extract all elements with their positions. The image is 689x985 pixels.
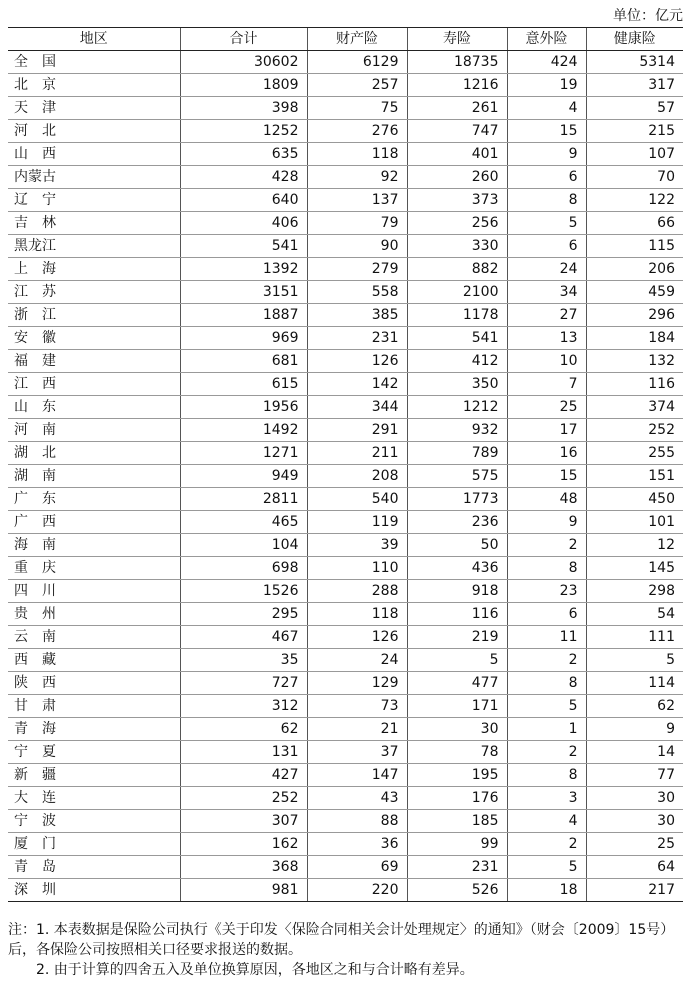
cell-accident: 5	[507, 856, 586, 879]
cell-property: 73	[307, 695, 407, 718]
table-row	[8, 304, 683, 327]
table-row	[8, 189, 683, 212]
cell-total: 1271	[180, 442, 307, 465]
cell-health: 450	[586, 488, 683, 511]
cell-property: 220	[307, 879, 407, 902]
cell-health: 5314	[586, 51, 683, 74]
footnote-1: 注：1. 本表数据是保险公司执行《关于印发〈保险合同相关会计处理规定〉的通知》（财会〔2009〕15号）后，各保险公司按照相关口径要求报送的数据。	[8, 922, 675, 958]
cell-health: 25	[586, 833, 683, 856]
cell-life: 256	[407, 212, 507, 235]
cell-region: 黑龙江	[8, 235, 180, 258]
cell-total: 2811	[180, 488, 307, 511]
cell-total: 252	[180, 787, 307, 810]
cell-region: 江 苏	[8, 281, 180, 304]
cell-region: 山 东	[8, 396, 180, 419]
cell-region: 山 西	[8, 143, 180, 166]
cell-total: 295	[180, 603, 307, 626]
cell-total: 62	[180, 718, 307, 741]
cell-accident: 34	[507, 281, 586, 304]
cell-accident: 19	[507, 74, 586, 97]
cell-property: 43	[307, 787, 407, 810]
cell-property: 385	[307, 304, 407, 327]
cell-property: 208	[307, 465, 407, 488]
header-property-insurance: 财产险	[307, 28, 407, 51]
cell-total: 3151	[180, 281, 307, 304]
table-row	[8, 212, 683, 235]
cell-health: 54	[586, 603, 683, 626]
cell-property: 118	[307, 143, 407, 166]
header-region: 地区	[8, 28, 180, 51]
cell-accident: 13	[507, 327, 586, 350]
cell-accident: 11	[507, 626, 586, 649]
cell-property: 24	[307, 649, 407, 672]
cell-accident: 7	[507, 373, 586, 396]
cell-total: 465	[180, 511, 307, 534]
cell-health: 122	[586, 189, 683, 212]
cell-total: 727	[180, 672, 307, 695]
cell-life: 1773	[407, 488, 507, 511]
cell-life: 1216	[407, 74, 507, 97]
table-row	[8, 833, 683, 856]
table-row	[8, 695, 683, 718]
cell-life: 1212	[407, 396, 507, 419]
cell-health: 116	[586, 373, 683, 396]
cell-property: 126	[307, 350, 407, 373]
cell-health: 252	[586, 419, 683, 442]
table-row	[8, 235, 683, 258]
table-row	[8, 557, 683, 580]
cell-total: 969	[180, 327, 307, 350]
cell-health: 459	[586, 281, 683, 304]
cell-region: 福 建	[8, 350, 180, 373]
cell-health: 77	[586, 764, 683, 787]
cell-accident: 4	[507, 97, 586, 120]
table-row	[8, 787, 683, 810]
cell-region: 吉 林	[8, 212, 180, 235]
cell-region: 青 海	[8, 718, 180, 741]
cell-region: 宁 夏	[8, 741, 180, 764]
cell-life: 541	[407, 327, 507, 350]
table-row	[8, 511, 683, 534]
cell-property: 75	[307, 97, 407, 120]
cell-accident: 5	[507, 212, 586, 235]
table-row	[8, 327, 683, 350]
footnotes	[8, 920, 683, 980]
cell-region: 广 西	[8, 511, 180, 534]
cell-region: 甘 肃	[8, 695, 180, 718]
cell-life: 236	[407, 511, 507, 534]
cell-accident: 4	[507, 810, 586, 833]
table-row	[8, 626, 683, 649]
cell-property: 79	[307, 212, 407, 235]
cell-accident: 9	[507, 143, 586, 166]
cell-accident: 8	[507, 672, 586, 695]
cell-health: 70	[586, 166, 683, 189]
cell-health: 114	[586, 672, 683, 695]
cell-accident: 6	[507, 235, 586, 258]
cell-region: 厦 门	[8, 833, 180, 856]
table-row	[8, 879, 683, 902]
cell-life: 477	[407, 672, 507, 695]
cell-total: 162	[180, 833, 307, 856]
cell-property: 126	[307, 626, 407, 649]
table-row	[8, 810, 683, 833]
cell-total: 104	[180, 534, 307, 557]
cell-property: 137	[307, 189, 407, 212]
cell-accident: 27	[507, 304, 586, 327]
cell-region: 云 南	[8, 626, 180, 649]
cell-accident: 5	[507, 695, 586, 718]
cell-accident: 8	[507, 764, 586, 787]
cell-life: 176	[407, 787, 507, 810]
table-row	[8, 51, 683, 74]
cell-accident: 24	[507, 258, 586, 281]
cell-life: 436	[407, 557, 507, 580]
cell-life: 171	[407, 695, 507, 718]
cell-life: 330	[407, 235, 507, 258]
table-body	[8, 51, 683, 902]
cell-total: 541	[180, 235, 307, 258]
header-health-insurance: 健康险	[586, 28, 683, 51]
cell-total: 681	[180, 350, 307, 373]
cell-property: 92	[307, 166, 407, 189]
cell-region: 湖 南	[8, 465, 180, 488]
cell-life: 261	[407, 97, 507, 120]
cell-accident: 9	[507, 511, 586, 534]
cell-total: 949	[180, 465, 307, 488]
cell-total: 698	[180, 557, 307, 580]
cell-health: 145	[586, 557, 683, 580]
cell-property: 558	[307, 281, 407, 304]
cell-total: 307	[180, 810, 307, 833]
cell-life: 260	[407, 166, 507, 189]
cell-total: 1252	[180, 120, 307, 143]
cell-life: 526	[407, 879, 507, 902]
cell-accident: 18	[507, 879, 586, 902]
cell-region: 青 岛	[8, 856, 180, 879]
cell-region: 贵 州	[8, 603, 180, 626]
cell-region: 海 南	[8, 534, 180, 557]
cell-life: 932	[407, 419, 507, 442]
cell-region: 安 徽	[8, 327, 180, 350]
cell-total: 1392	[180, 258, 307, 281]
cell-region: 浙 江	[8, 304, 180, 327]
cell-total: 427	[180, 764, 307, 787]
cell-health: 184	[586, 327, 683, 350]
cell-region: 天 津	[8, 97, 180, 120]
cell-property: 39	[307, 534, 407, 557]
cell-health: 111	[586, 626, 683, 649]
cell-life: 373	[407, 189, 507, 212]
cell-total: 467	[180, 626, 307, 649]
table-row	[8, 534, 683, 557]
cell-total: 368	[180, 856, 307, 879]
cell-property: 37	[307, 741, 407, 764]
cell-total: 615	[180, 373, 307, 396]
cell-property: 118	[307, 603, 407, 626]
cell-property: 69	[307, 856, 407, 879]
cell-life: 401	[407, 143, 507, 166]
cell-accident: 2	[507, 741, 586, 764]
cell-life: 1178	[407, 304, 507, 327]
cell-region: 北 京	[8, 74, 180, 97]
cell-life: 789	[407, 442, 507, 465]
cell-property: 231	[307, 327, 407, 350]
table-row	[8, 442, 683, 465]
cell-health: 66	[586, 212, 683, 235]
cell-total: 406	[180, 212, 307, 235]
cell-region: 湖 北	[8, 442, 180, 465]
cell-property: 119	[307, 511, 407, 534]
cell-property: 110	[307, 557, 407, 580]
cell-accident: 25	[507, 396, 586, 419]
cell-property: 21	[307, 718, 407, 741]
cell-health: 64	[586, 856, 683, 879]
footnote-2: 2. 由于计算的四舍五入及单位换算原因，各地区之和与合计略有差异。	[36, 962, 474, 978]
cell-total: 1492	[180, 419, 307, 442]
cell-region: 西 藏	[8, 649, 180, 672]
cell-region: 重 庆	[8, 557, 180, 580]
cell-life: 575	[407, 465, 507, 488]
cell-accident: 2	[507, 833, 586, 856]
table-row	[8, 120, 683, 143]
cell-total: 635	[180, 143, 307, 166]
cell-health: 298	[586, 580, 683, 603]
cell-total: 1809	[180, 74, 307, 97]
cell-region: 大 连	[8, 787, 180, 810]
cell-region: 上 海	[8, 258, 180, 281]
table-row	[8, 97, 683, 120]
cell-property: 36	[307, 833, 407, 856]
cell-accident: 424	[507, 51, 586, 74]
cell-region: 江 西	[8, 373, 180, 396]
cell-region: 深 圳	[8, 879, 180, 902]
cell-life: 195	[407, 764, 507, 787]
header-total: 合计	[180, 28, 307, 51]
table-row	[8, 580, 683, 603]
table-row	[8, 166, 683, 189]
cell-region: 陕 西	[8, 672, 180, 695]
cell-accident: 3	[507, 787, 586, 810]
cell-total: 428	[180, 166, 307, 189]
cell-region: 四 川	[8, 580, 180, 603]
cell-total: 398	[180, 97, 307, 120]
table-row	[8, 649, 683, 672]
cell-total: 1956	[180, 396, 307, 419]
cell-accident: 10	[507, 350, 586, 373]
cell-accident: 15	[507, 465, 586, 488]
cell-life: 747	[407, 120, 507, 143]
table-row	[8, 718, 683, 741]
cell-total: 1887	[180, 304, 307, 327]
table-row	[8, 143, 683, 166]
cell-region: 广 东	[8, 488, 180, 511]
cell-accident: 6	[507, 166, 586, 189]
cell-accident: 1	[507, 718, 586, 741]
cell-region: 河 北	[8, 120, 180, 143]
cell-property: 291	[307, 419, 407, 442]
cell-life: 231	[407, 856, 507, 879]
cell-total: 1526	[180, 580, 307, 603]
cell-life: 185	[407, 810, 507, 833]
table-row	[8, 672, 683, 695]
cell-health: 217	[586, 879, 683, 902]
cell-health: 30	[586, 810, 683, 833]
cell-life: 30	[407, 718, 507, 741]
cell-health: 30	[586, 787, 683, 810]
cell-region: 宁 波	[8, 810, 180, 833]
cell-life: 350	[407, 373, 507, 396]
cell-life: 99	[407, 833, 507, 856]
cell-health: 255	[586, 442, 683, 465]
cell-life: 219	[407, 626, 507, 649]
table-row	[8, 465, 683, 488]
table-row	[8, 396, 683, 419]
cell-life: 50	[407, 534, 507, 557]
cell-region: 河 南	[8, 419, 180, 442]
table-row	[8, 373, 683, 396]
header-life-insurance: 寿险	[407, 28, 507, 51]
cell-health: 5	[586, 649, 683, 672]
cell-life: 116	[407, 603, 507, 626]
cell-accident: 48	[507, 488, 586, 511]
cell-total: 981	[180, 879, 307, 902]
cell-total: 312	[180, 695, 307, 718]
cell-accident: 16	[507, 442, 586, 465]
cell-health: 14	[586, 741, 683, 764]
cell-life: 18735	[407, 51, 507, 74]
cell-property: 88	[307, 810, 407, 833]
table-row	[8, 258, 683, 281]
cell-health: 62	[586, 695, 683, 718]
cell-life: 918	[407, 580, 507, 603]
cell-property: 344	[307, 396, 407, 419]
cell-total: 640	[180, 189, 307, 212]
table-row	[8, 419, 683, 442]
cell-life: 412	[407, 350, 507, 373]
cell-region: 新 疆	[8, 764, 180, 787]
cell-health: 215	[586, 120, 683, 143]
cell-accident: 6	[507, 603, 586, 626]
table-row	[8, 603, 683, 626]
cell-health: 296	[586, 304, 683, 327]
cell-health: 206	[586, 258, 683, 281]
cell-accident: 17	[507, 419, 586, 442]
table-row	[8, 74, 683, 97]
cell-life: 5	[407, 649, 507, 672]
cell-accident: 15	[507, 120, 586, 143]
cell-health: 101	[586, 511, 683, 534]
cell-total: 35	[180, 649, 307, 672]
cell-region: 全 国	[8, 51, 180, 74]
cell-health: 12	[586, 534, 683, 557]
table-row	[8, 856, 683, 879]
cell-accident: 8	[507, 189, 586, 212]
table-row	[8, 741, 683, 764]
cell-property: 276	[307, 120, 407, 143]
cell-life: 882	[407, 258, 507, 281]
cell-property: 279	[307, 258, 407, 281]
cell-health: 317	[586, 74, 683, 97]
cell-accident: 8	[507, 557, 586, 580]
cell-health: 374	[586, 396, 683, 419]
cell-health: 132	[586, 350, 683, 373]
cell-region: 内蒙古	[8, 166, 180, 189]
cell-property: 147	[307, 764, 407, 787]
premium-income-table	[8, 27, 683, 902]
cell-property: 211	[307, 442, 407, 465]
cell-property: 288	[307, 580, 407, 603]
cell-property: 142	[307, 373, 407, 396]
cell-property: 6129	[307, 51, 407, 74]
cell-health: 115	[586, 235, 683, 258]
cell-total: 131	[180, 741, 307, 764]
cell-property: 540	[307, 488, 407, 511]
unit-label: 单位：亿元	[613, 8, 683, 24]
cell-property: 257	[307, 74, 407, 97]
table-row	[8, 488, 683, 511]
cell-health: 9	[586, 718, 683, 741]
table-row	[8, 350, 683, 373]
cell-life: 78	[407, 741, 507, 764]
cell-health: 151	[586, 465, 683, 488]
table-row	[8, 281, 683, 304]
cell-total: 30602	[180, 51, 307, 74]
cell-property: 90	[307, 235, 407, 258]
cell-accident: 2	[507, 534, 586, 557]
header-row	[8, 28, 683, 51]
cell-health: 107	[586, 143, 683, 166]
header-accident-insurance: 意外险	[507, 28, 586, 51]
cell-region: 辽 宁	[8, 189, 180, 212]
cell-property: 129	[307, 672, 407, 695]
cell-accident: 2	[507, 649, 586, 672]
table-row	[8, 764, 683, 787]
cell-life: 2100	[407, 281, 507, 304]
cell-health: 57	[586, 97, 683, 120]
cell-accident: 23	[507, 580, 586, 603]
